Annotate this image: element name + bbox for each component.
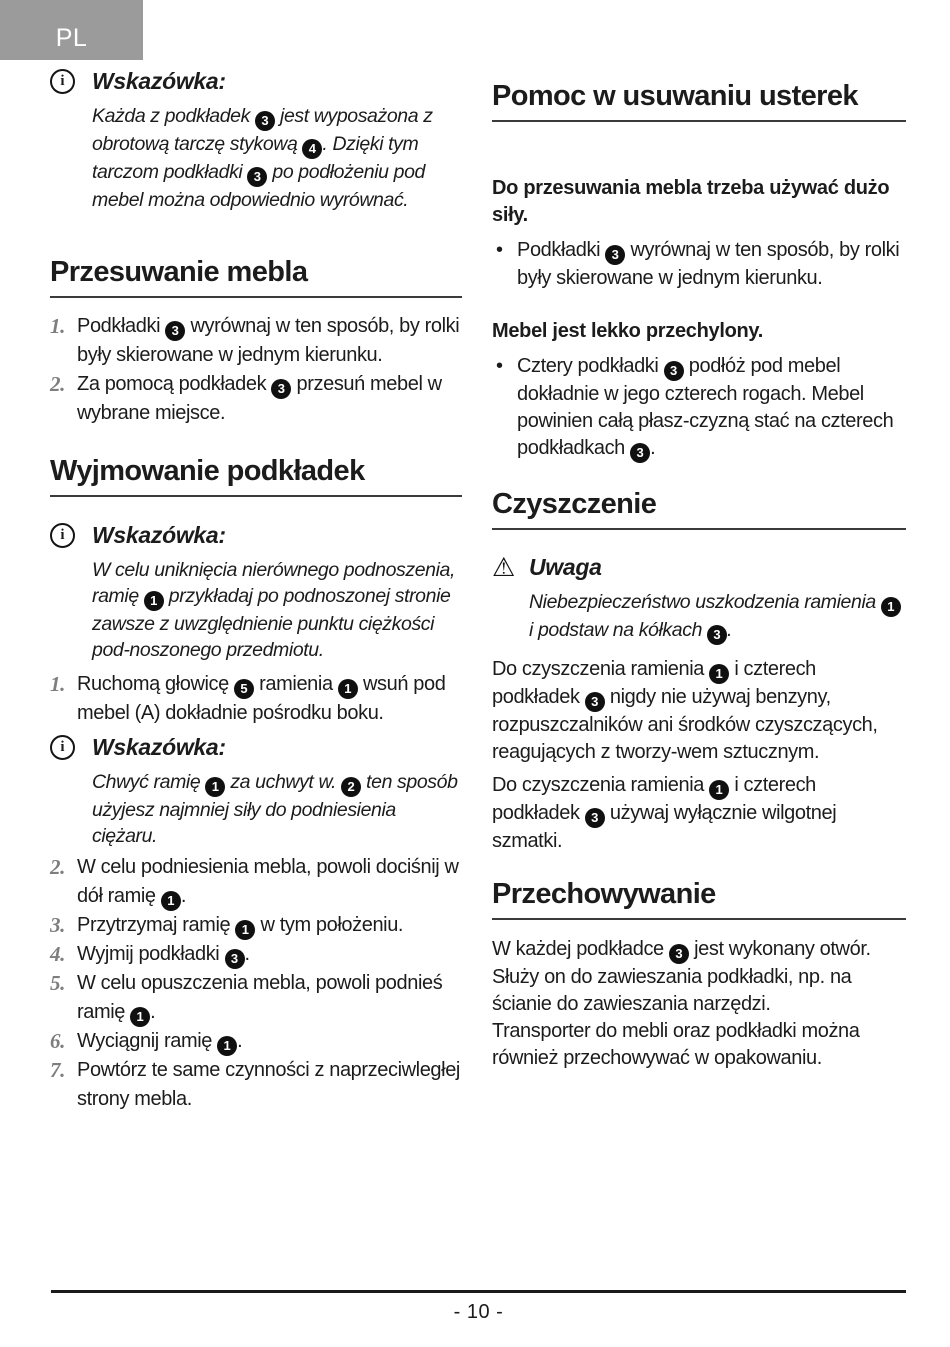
- step-text: Wyciągnij ramię 1 .: [77, 1027, 462, 1056]
- warning-body: Niebezpieczeństwo uszkodzenia ramienia 1 i podstaw na kółkach 3 .: [529, 589, 906, 645]
- list-item: [50, 1027, 462, 1056]
- step-number: 1.: [50, 314, 65, 338]
- hint-body: W celu uniknięcia nierównego podnoszenia, ramię 1 przykładaj po podnoszonej stronie zawsze z uwzględnienie punktu ciężkości pod-noszonego przedmiotu.: [92, 559, 456, 661]
- language-tab: PL: [0, 0, 143, 60]
- info-icon: i: [50, 735, 75, 760]
- step-number: 2.: [50, 855, 65, 879]
- paragraph: Do czyszczenia ramienia 1 i czterech podkładek 3 używaj wyłącznie wilgotnej szmatki.: [492, 774, 837, 852]
- moving-steps-list: [50, 312, 462, 428]
- list-item: [50, 940, 462, 969]
- callout-5-icon: 5: [234, 679, 254, 699]
- step-number: 4.: [50, 942, 65, 966]
- list-item: [492, 353, 906, 463]
- hint-body: Chwyć ramię 1 za uchwyt w. 2 ten sposób użyjesz najmniej siły do podniesienia ciężaru.: [92, 771, 458, 847]
- callout-1-icon: 1: [338, 679, 358, 699]
- list-item: [50, 969, 462, 1027]
- warning-title: Uwaga: [529, 554, 602, 580]
- callout-1-icon: 1: [205, 777, 225, 797]
- bullet-icon: •: [496, 239, 503, 261]
- step-text: Wyjmij podkładki 3 .: [77, 940, 462, 969]
- callout-1-icon: 1: [709, 780, 729, 800]
- step-number: 3.: [50, 913, 65, 937]
- footer-rule: [51, 1290, 906, 1293]
- hint-title: Wskazówka:: [92, 68, 226, 94]
- step-number: 6.: [50, 1029, 65, 1053]
- info-icon: i: [50, 69, 75, 94]
- removing-steps-list: [50, 853, 462, 1114]
- right-column: [492, 80, 906, 1072]
- step-text: Ruchomą głowicę 5 ramienia 1 wsuń pod mebel (A) dokładnie pośrodku boku.: [77, 673, 446, 724]
- callout-1-icon: 1: [144, 591, 164, 611]
- left-column: [50, 64, 462, 1114]
- hint-body: Każda z podkładek 3 jest wyposażona z obrotową tarczę stykową 4 . Dzięki tym tarczom podkładki 3 po podłożeniu pod mebel można odpowiednio wyrównać.: [92, 105, 433, 211]
- hint-title: Wskazówka:: [92, 522, 226, 548]
- hint-block-grip: [50, 734, 462, 849]
- callout-1-icon: 1: [881, 597, 901, 617]
- step-number: 2.: [50, 372, 65, 396]
- callout-3-icon: 3: [605, 245, 625, 265]
- step-text: Powtórz te same czynności z naprzeciwległej strony mebla.: [77, 1059, 460, 1110]
- callout-1-icon: 1: [709, 664, 729, 684]
- hint-block-lifting: [50, 522, 462, 663]
- list-item: [50, 853, 462, 911]
- callout-1-icon: 1: [130, 1007, 150, 1027]
- step-text: Za pomocą podkładek 3 przesuń mebel w wybrane miejsce.: [77, 373, 442, 424]
- callout-3-icon: 3: [585, 808, 605, 828]
- list-item: [50, 370, 462, 428]
- callout-3-icon: 3: [669, 944, 689, 964]
- callout-3-icon: 3: [225, 949, 245, 969]
- info-icon: i: [50, 523, 75, 548]
- callout-3-icon: 3: [630, 443, 650, 463]
- list-item: [492, 237, 906, 292]
- paragraph: Transporter do mebli oraz podkładki można również przechowywać w opakowaniu.: [492, 1020, 860, 1069]
- callout-3-icon: 3: [247, 167, 267, 187]
- step-number: 7.: [50, 1058, 65, 1082]
- callout-1-icon: 1: [235, 920, 255, 940]
- page-number: - 10 -: [453, 1301, 504, 1323]
- callout-2-icon: 2: [341, 777, 361, 797]
- step-text: W celu podniesienia mebla, powoli dociśnij w dół ramię 1 .: [77, 853, 462, 911]
- problem-heading: Mebel jest lekko przechylony.: [492, 320, 764, 342]
- callout-3-icon: 3: [255, 111, 275, 131]
- callout-4-icon: 4: [302, 139, 322, 159]
- callout-3-icon: 3: [707, 625, 727, 645]
- bullet-text: Cztery podkładki 3 podłóż pod mebel dokładnie w jego czterech rogach. Mebel powinien całą płasz-czyzną stać na czterech podkładkach 3 .: [517, 353, 906, 463]
- step-number: 5.: [50, 971, 65, 995]
- cleaning-heading: Czyszczenie: [492, 488, 906, 530]
- bullet-icon: •: [496, 355, 503, 377]
- bullet-text: Podkładki 3 wyrównaj w ten sposób, by rolki były skierowane w jednym kierunku.: [517, 239, 900, 289]
- problem-heading: Do przesuwania mebla trzeba używać dużo siły.: [492, 177, 890, 226]
- list-item: [50, 911, 462, 940]
- paragraph: Do czyszczenia ramienia 1 i czterech podkładek 3 nigdy nie używaj benzyny, rozpuszczalników ani środków czyszczących, reagujących z tworzy-wem sztucznym.: [492, 658, 878, 763]
- callout-1-icon: 1: [217, 1036, 237, 1056]
- step-text: W celu opuszczenia mebla, powoli podnieś ramię 1 .: [77, 969, 462, 1027]
- list-item: [50, 312, 462, 370]
- removing-pads-heading: Wyjmowanie podkładek: [50, 455, 462, 497]
- moving-furniture-heading: Przesuwanie mebla: [50, 256, 462, 298]
- callout-1-icon: 1: [161, 891, 181, 911]
- step-text: Przytrzymaj ramię 1 w tym położeniu.: [77, 911, 462, 940]
- paragraph: W każdej podkładce 3 jest wykonany otwór. Służy on do zawieszania podkładki, np. na ścianie do zawieszania narzędzi.: [492, 938, 871, 1015]
- storage-heading: Przechowywanie: [492, 878, 906, 920]
- list-item: [50, 1056, 462, 1114]
- hint-title: Wskazówka:: [92, 734, 226, 760]
- callout-3-icon: 3: [165, 321, 185, 341]
- list-item: [50, 670, 462, 728]
- callout-3-icon: 3: [585, 692, 605, 712]
- hint-block-washers: [50, 68, 462, 213]
- warning-icon: ⚠: [492, 552, 516, 582]
- callout-3-icon: 3: [271, 379, 291, 399]
- step-number: 1.: [50, 672, 65, 696]
- warning-block: [492, 554, 906, 645]
- troubleshooting-heading: Pomoc w usuwaniu usterek: [492, 80, 906, 122]
- callout-3-icon: 3: [664, 361, 684, 381]
- step-text: Podkładki 3 wyrównaj w ten sposób, by rolki były skierowane w jednym kierunku.: [77, 315, 460, 366]
